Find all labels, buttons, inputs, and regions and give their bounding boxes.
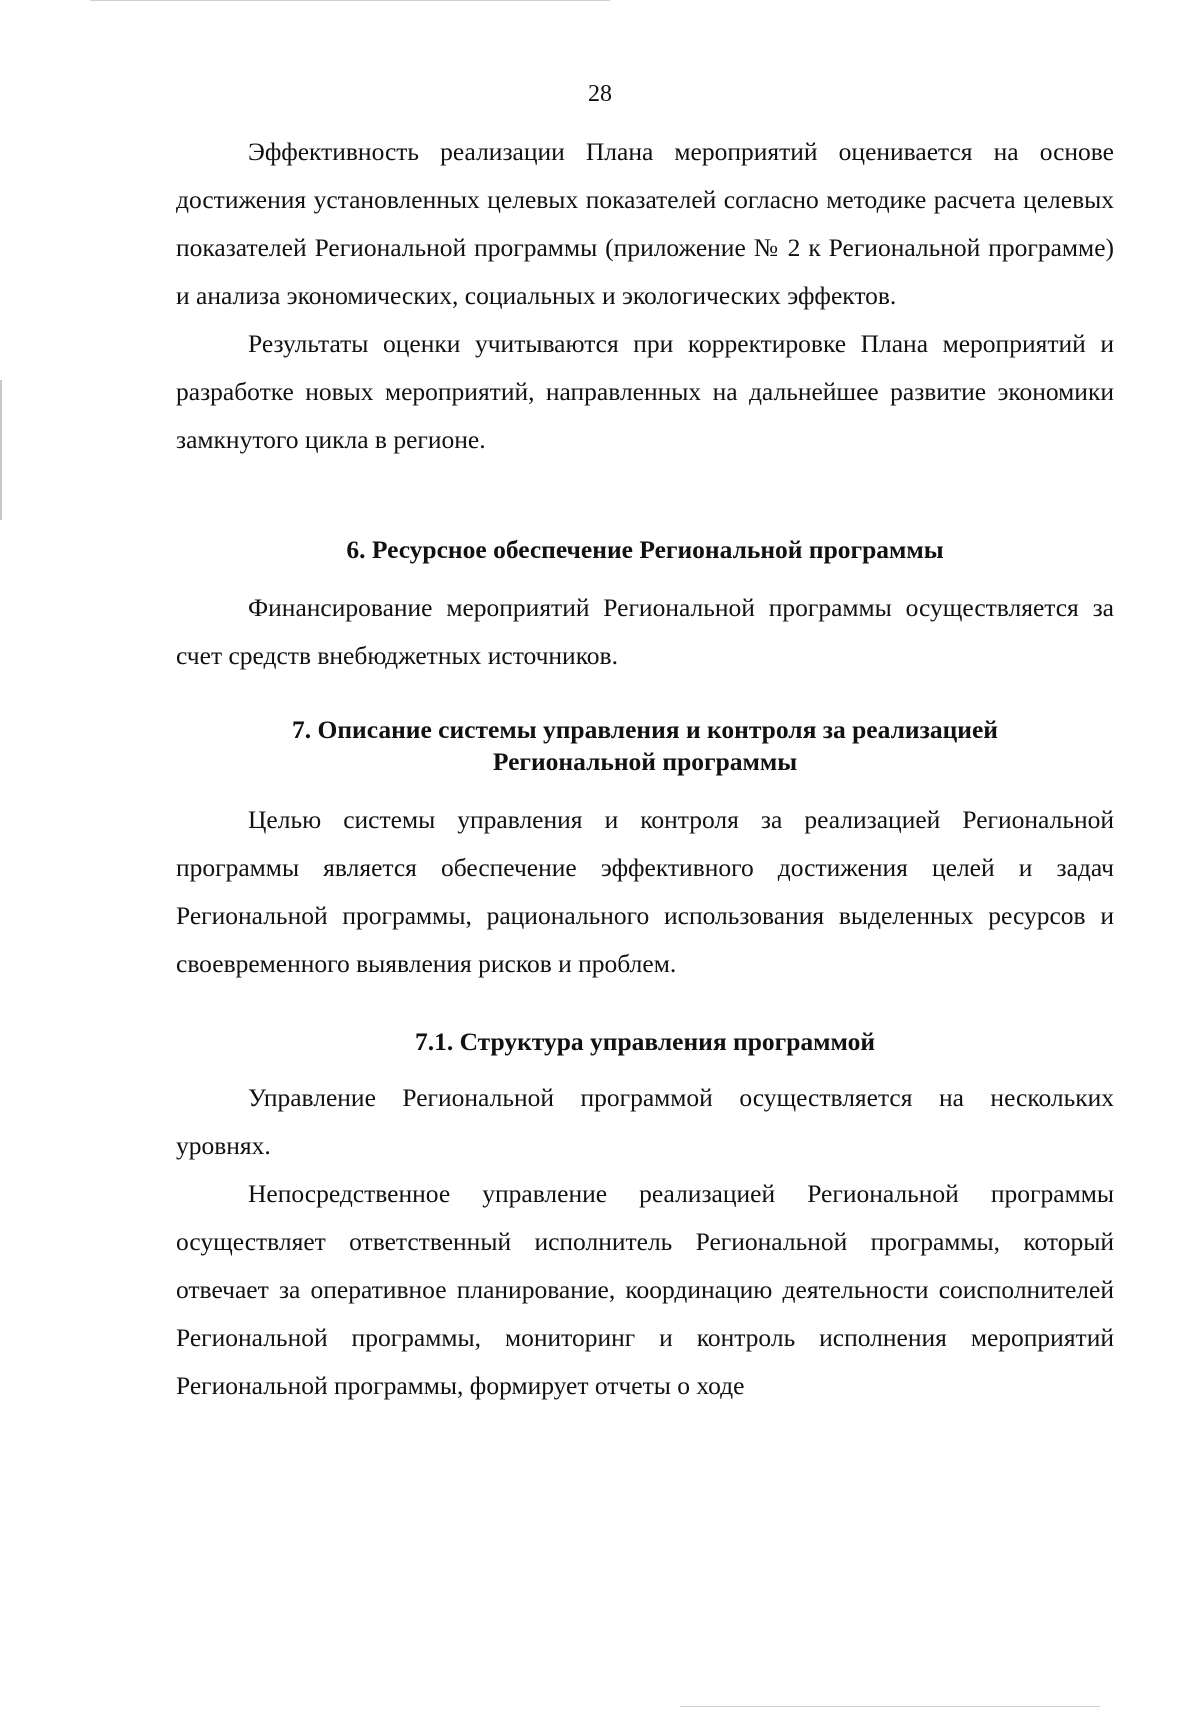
paragraph-effectiveness: Эффективность реализации Плана мероприятий оценивается на основе достижения установленных целевых показателей согласно методике расчета целевых показателей Региональной программы (приложение № 2 к Региональной программе) и анализа экономических, социальных и экологических эффектов.	[176, 137, 1114, 310]
heading-section-7-line-2: Региональной программы	[492, 747, 798, 776]
scan-edge-bottom	[680, 1706, 1100, 1707]
document-body	[176, 128, 1114, 1410]
paragraph-direct-management: Непосредственное управление реализацией Региональной программы осуществляет ответственный исполнитель Региональной программы, который отвечает за оперативное планирование, координацию деятельности соисполнителей Региональной программы, мониторинг и контроль исполнения мероприятий Региональной программы, формирует отчеты о ходе	[176, 1179, 1114, 1400]
paragraph-control-goal: Целью системы управления и контроля за реализацией Региональной программы является обеспечение эффективного достижения целей и задач Региональной программы, рационального использования выделенных ресурсов и своевременного выявления рисков и проблем.	[176, 805, 1114, 978]
scan-edge-left	[0, 380, 2, 520]
heading-section-7	[176, 714, 1114, 778]
heading-section-6: 6. Ресурсное обеспечение Региональной программы	[346, 535, 944, 564]
heading-section-7-line-1: 7. Описание системы управления и контроля за реализацией	[291, 715, 998, 744]
paragraph-management-levels: Управление Региональной программой осуществляется на нескольких уровнях.	[176, 1083, 1114, 1160]
paragraph-financing: Финансирование мероприятий Региональной программы осуществляется за счет средств внебюджетных источников.	[176, 593, 1114, 670]
page-number: 28	[588, 81, 612, 107]
heading-section-7-1: 7.1. Структура управления программой	[414, 1027, 876, 1056]
paragraph-results: Результаты оценки учитываются при корректировке Плана мероприятий и разработке новых мероприятий, направленных на дальнейшее развитие экономики замкнутого цикла в регионе.	[176, 329, 1114, 454]
scan-edge-top	[90, 0, 610, 1]
